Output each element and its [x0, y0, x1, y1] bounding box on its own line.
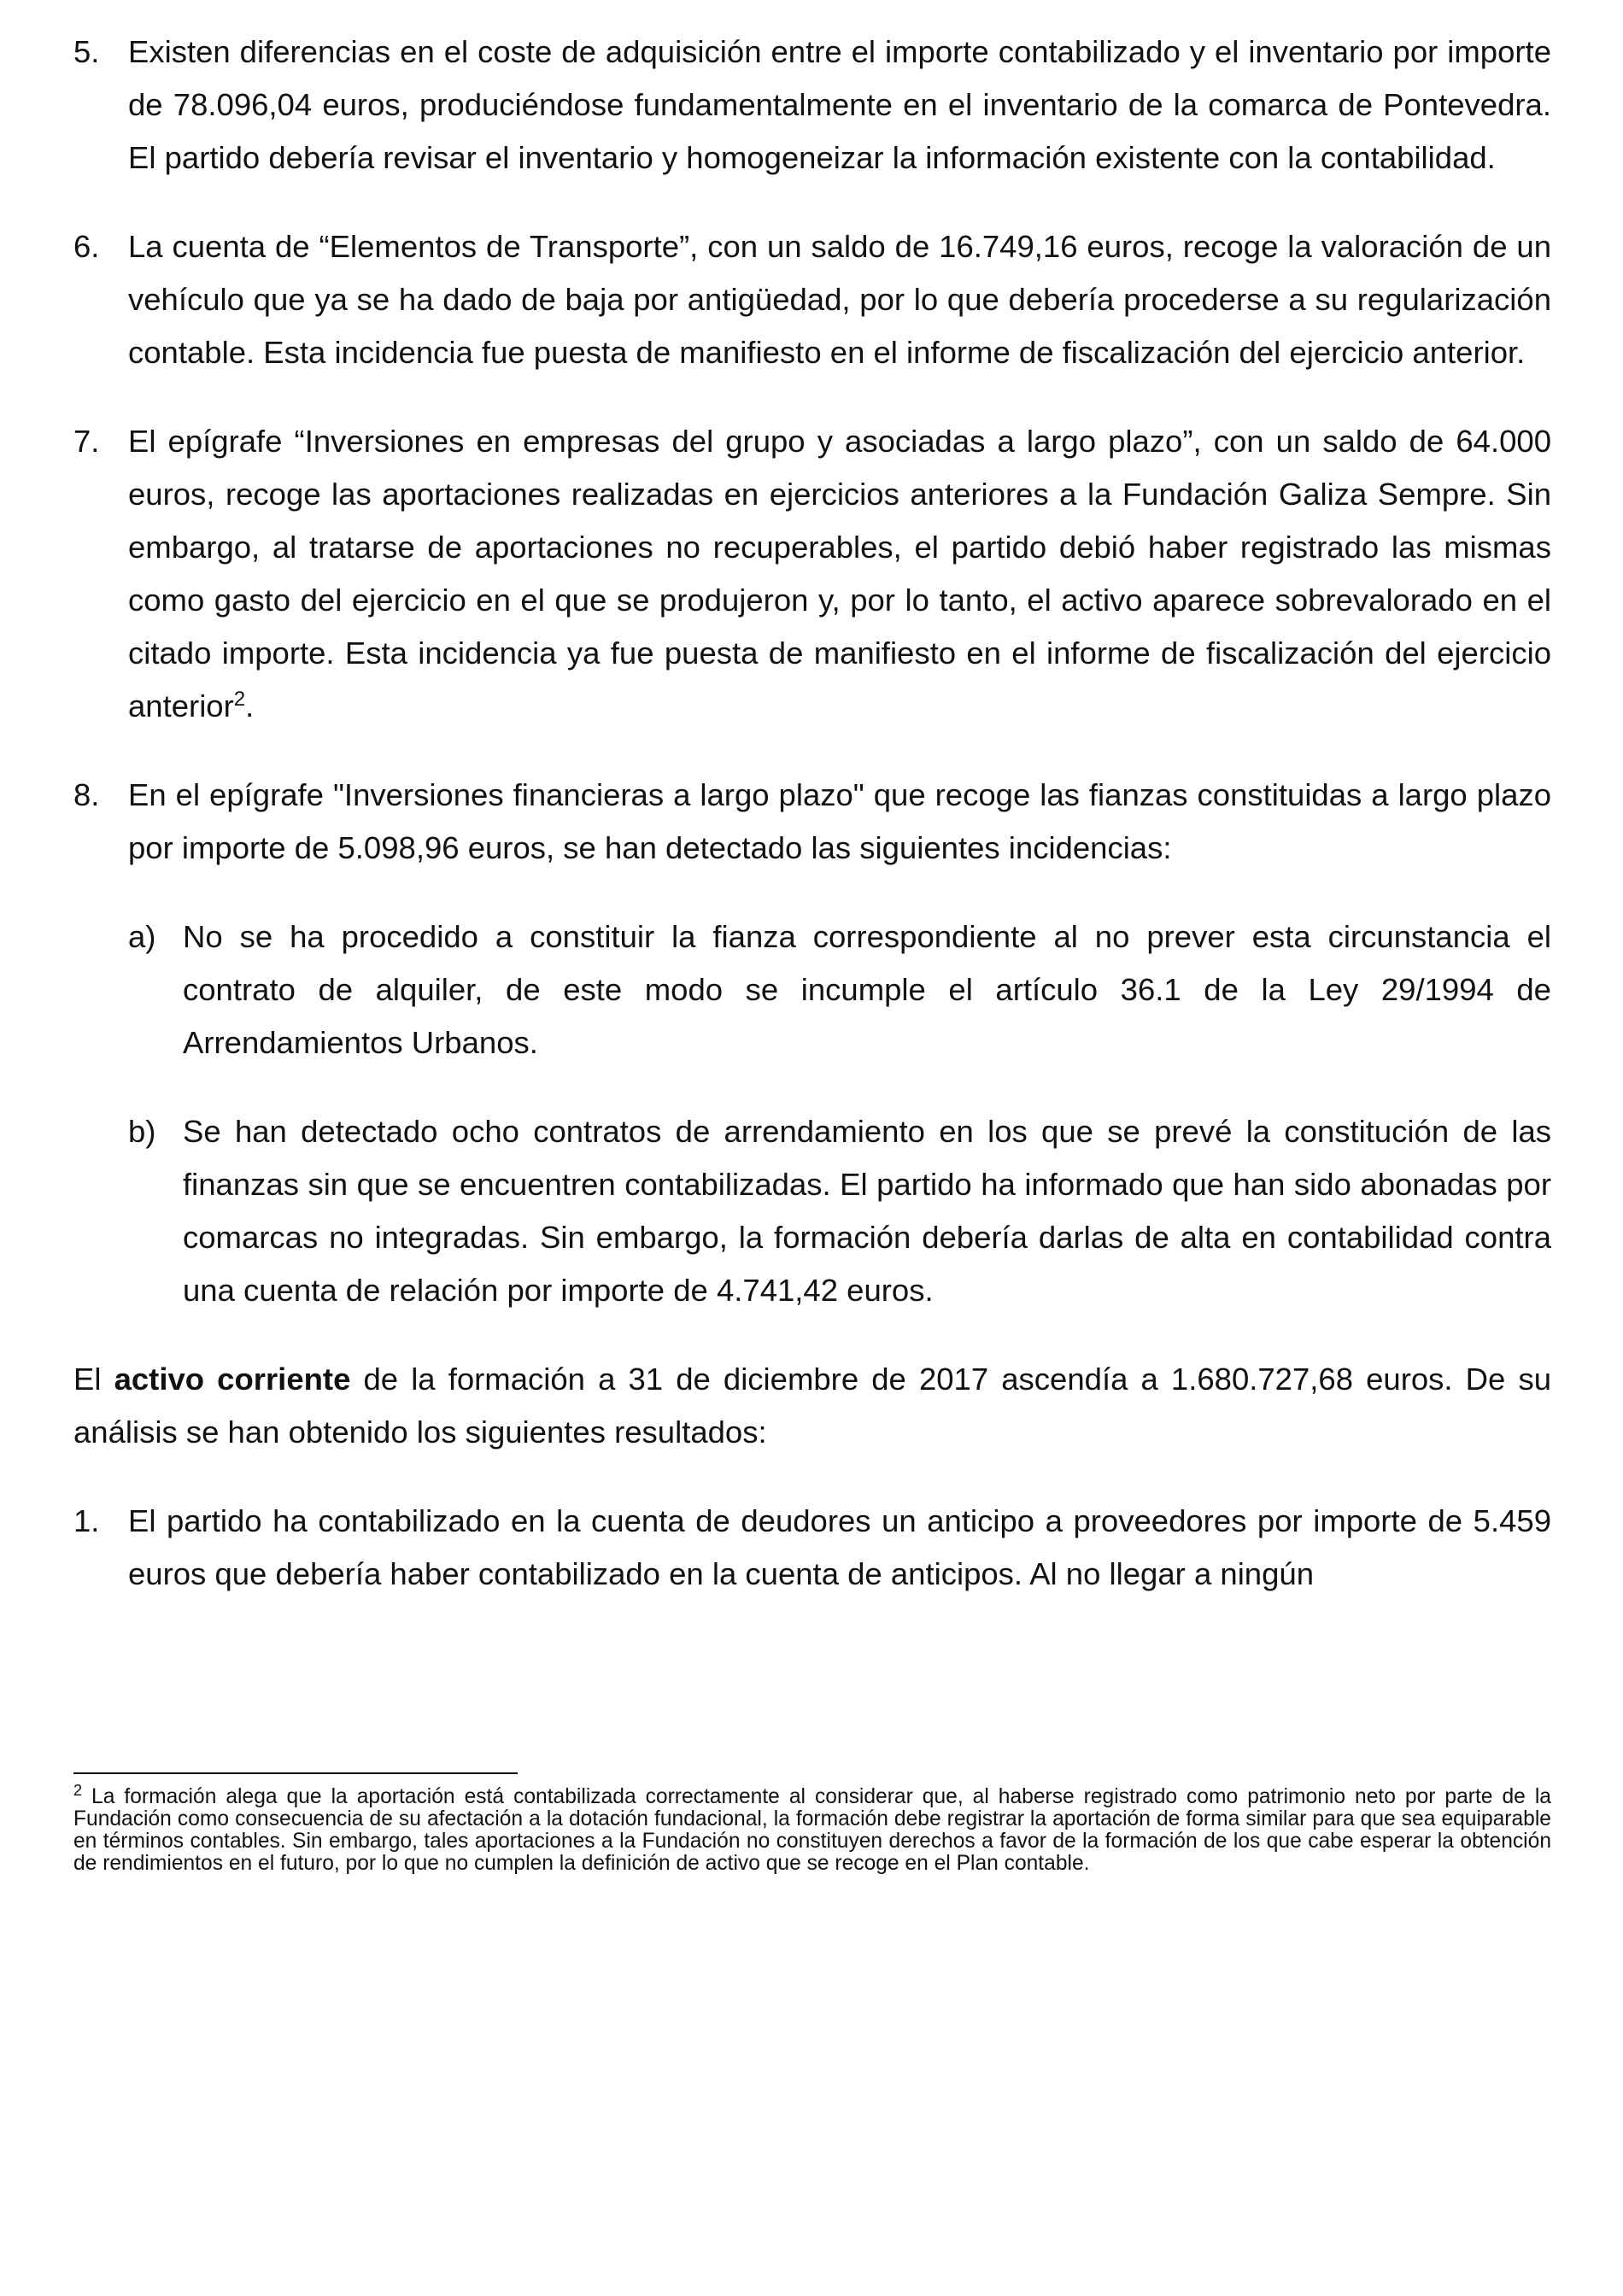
sub-item-a — [73, 911, 1551, 1069]
list-item-text: En el epígrafe "Inversiones financieras a largo plazo" que recoge las fianzas constituidas a largo plazo por importe de 5.098,96 euros, se han detectado las siguientes incidencias: — [128, 777, 1551, 865]
list-item-7 — [73, 415, 1551, 733]
list-item-8 — [73, 769, 1551, 875]
list-item-6 — [73, 220, 1551, 379]
list-item-tail: . — [245, 688, 255, 723]
sub-item-label: a) — [128, 919, 156, 954]
list-number: 5. — [73, 34, 100, 69]
list-item-text: La cuenta de “Elementos de Transporte”, con un saldo de 16.749,16 euros, recoge la valoración de un vehículo que ya se ha dado de baja por antigüedad, por lo que debería procederse a su regularización contable. Esta incidencia fue puesta de manifiesto en el informe de fiscalización del ejercicio anterior. — [128, 229, 1551, 370]
paragraph-bold-term: activo corriente — [114, 1362, 351, 1397]
footnote — [73, 1781, 1551, 1875]
footnote-text — [73, 1781, 1551, 1875]
paragraph-rest: de la formación a 31 de diciembre de 2017 ascendía a 1.680.727,68 euros. De su análisis se han obtenido los siguientes resultados: — [73, 1362, 1552, 1450]
footnote-body: La formación alega que la aportación está contabilizada correctamente al considerar que, al haberse registrado como patrimonio neto por parte de la Fundación como consecuencia de su afectación a la dotación fundacional, la formación debe registrar la aportación de forma similar para que sea equiparable en términos contables. Sin embargo, tales aportaciones a la Fundación no constituyen derechos a favor de la formación de los que cabe esperar la obtención de rendimientos en el futuro, por lo que no cumplen la definición de activo que se recoge en el Plan contable. — [73, 1785, 1551, 1875]
footnote-mark: 2 — [73, 1781, 83, 1799]
sub-item-label: b) — [128, 1114, 156, 1149]
list-number: 6. — [73, 229, 100, 264]
list-item-text: Existen diferencias en el coste de adquisición entre el importe contabilizado y el inventario por importe de 78.096,04 euros, produciéndose fundamentalmente en el inventario de la comarca de Pontevedra. El partido debería revisar el inventario y homogeneizar la información existente con la contabilidad. — [128, 34, 1551, 175]
activo-corriente-paragraph — [73, 1353, 1551, 1459]
sub-item-text: Se han detectado ocho contratos de arrendamiento en los que se prevé la constitución de las finanzas sin que se encuentren contabilizadas. El partido ha informado que han sido abonadas por comarcas no integradas. Sin embargo, la formación debería darlas de alta en contabilidad contra una cuenta de relación por importe de 4.741,42 euros. — [183, 1114, 1551, 1308]
sub-item-b — [73, 1105, 1551, 1317]
list-number: 7. — [73, 424, 100, 459]
footnote-separator — [73, 1772, 518, 1774]
list-item-text — [128, 415, 1551, 733]
list-number: 1. — [73, 1503, 100, 1538]
list-item-text: El partido ha contabilizado en la cuenta de deudores un anticipo a proveedores por importe de 5.459 euros que debería haber contabilizado en la cuenta de anticipos. Al no llegar a ningún — [128, 1503, 1551, 1591]
list-item-body: El epígrafe “Inversiones en empresas del grupo y asociadas a largo plazo”, con un saldo de 64.000 euros, recoge las aportaciones realizadas en ejercicios anteriores a la Fundación Galiza Sempre. Sin embargo, al tratarse de aportaciones no recuperables, el partido debió haber registrado las mismas como gasto del ejercicio en el que se produjeron y, por lo tanto, el activo aparece sobrevalorado en el citado importe. Esta incidencia ya fue puesta de manifiesto en el informe de fiscalización del ejercicio anterior — [128, 424, 1551, 723]
paragraph-start: El — [73, 1362, 114, 1397]
list-number: 8. — [73, 777, 100, 812]
main-text — [73, 26, 1551, 1601]
list-item-5 — [73, 26, 1551, 184]
sub-item-text: No se ha procedido a constituir la fianza correspondiente al no prever esta circunstancia el contrato de alquiler, de este modo se incumple el artículo 36.1 de la Ley 29/1994 de Arrendamientos Urbanos. — [183, 919, 1551, 1060]
footnote-reference[interactable]: 2 — [233, 687, 246, 711]
results-list-item-1 — [73, 1495, 1551, 1601]
